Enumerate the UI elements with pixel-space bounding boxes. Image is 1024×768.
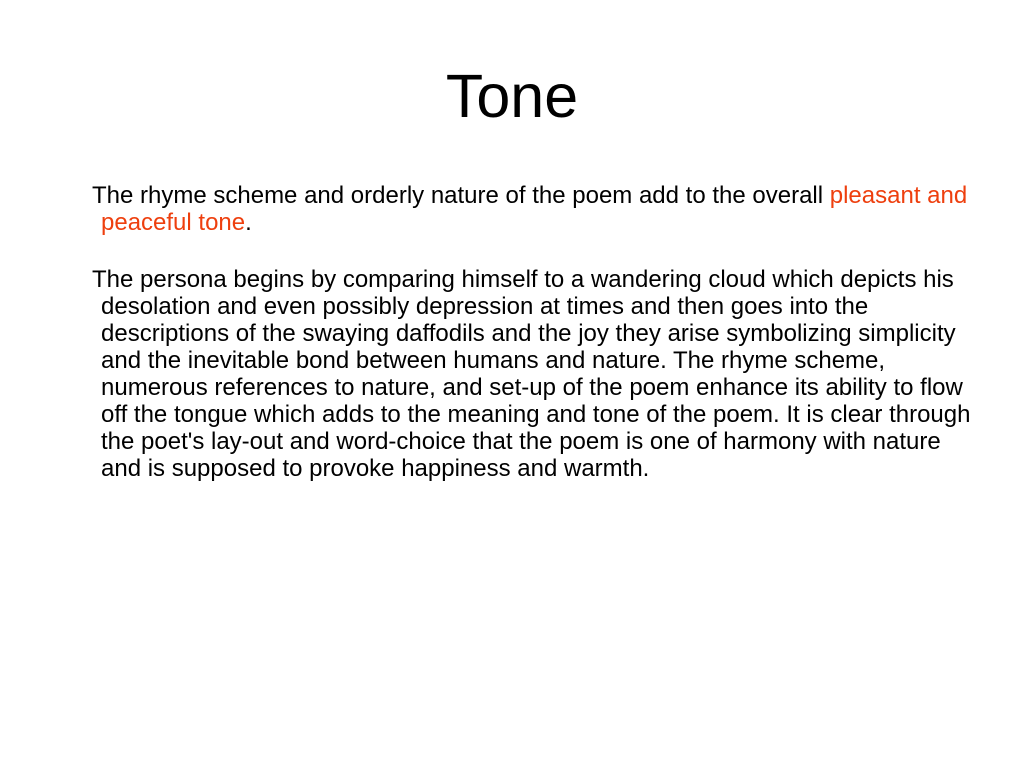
paragraph-rhyme-scheme	[92, 182, 982, 236]
paragraph-persona: The persona begins by comparing himself to a wandering cloud which depicts his desolation and even possibly depression at times and then goes into the descriptions of the swaying daffodils and the joy they arise symbolizing simplicity and the inevitable bond between humans and nature. The rhyme scheme, numerous references to nature, and set-up of the poem enhance its ability to flow off the tongue which adds to the meaning and tone of the poem. It is clear through the poet's lay-out and word-choice that the poem is one of harmony with nature and is supposed to provoke happiness and warmth.	[92, 266, 971, 482]
paragraph-1-lead: The rhyme scheme and orderly nature of the poem add to the overall	[92, 182, 830, 209]
highlighted-phrase: pleasant and peaceful tone	[101, 182, 968, 236]
slide-title: Tone	[445, 62, 579, 130]
slide-body	[92, 182, 982, 512]
paragraph-1-tail: .	[245, 209, 252, 236]
